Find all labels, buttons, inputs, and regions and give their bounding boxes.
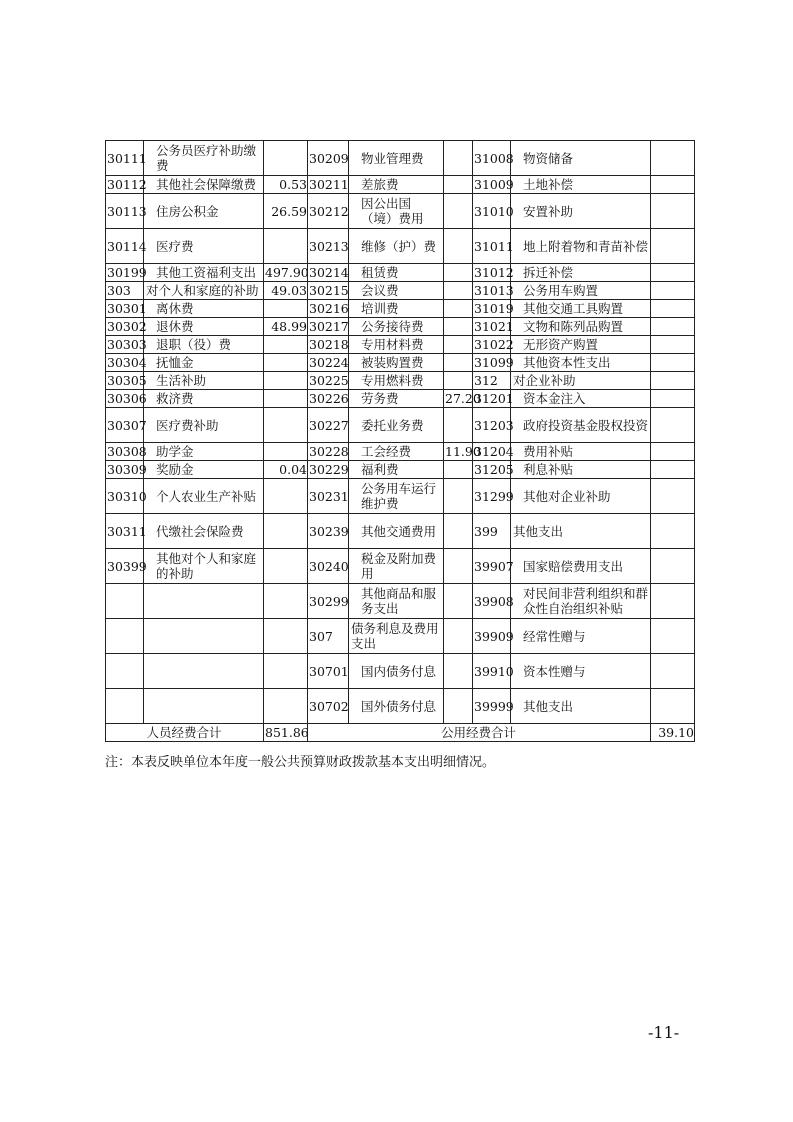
col3-name-cell: 无形资产购置 bbox=[511, 336, 651, 354]
col2-amount-cell bbox=[444, 584, 473, 619]
col1-code-cell: 30305 bbox=[107, 373, 147, 388]
col2-code-cell: 30217 bbox=[309, 319, 349, 334]
col1-name-cell: 其他工资福利支出 bbox=[144, 264, 264, 282]
expenditure-detail-table bbox=[105, 140, 695, 742]
col3-name-cell: 其他对企业补助 bbox=[511, 479, 651, 514]
col2-code-cell: 30211 bbox=[309, 177, 349, 192]
col3-code-cell: 31009 bbox=[474, 177, 514, 192]
col1-amount-cell bbox=[264, 584, 308, 619]
col2-name-cell: 公务用车运行维护费 bbox=[349, 479, 444, 514]
col3-amount-cell bbox=[651, 318, 695, 336]
table-row bbox=[106, 514, 695, 549]
col1-name-cell: 住房公积金 bbox=[144, 194, 264, 229]
col3-amount-cell bbox=[651, 354, 695, 372]
col1-code-cell: 30112 bbox=[107, 177, 147, 192]
col1-name-cell: 救济费 bbox=[144, 390, 264, 408]
col2-name-cell: 税金及附加费用 bbox=[349, 549, 444, 584]
col3-amount-cell bbox=[651, 689, 695, 724]
col3-code-cell: 31204 bbox=[474, 444, 514, 459]
col3-name-cell: 土地补偿 bbox=[511, 176, 651, 194]
col1-code-cell: 30309 bbox=[107, 462, 147, 477]
col3-name-cell: 资本金注入 bbox=[511, 390, 651, 408]
col2-code-cell: 30228 bbox=[309, 444, 349, 459]
col1-code-cell: 30113 bbox=[106, 194, 144, 229]
table-body bbox=[106, 141, 695, 724]
col3-amount-cell bbox=[651, 141, 695, 176]
col3-name-cell: 其他资本性支出 bbox=[511, 354, 651, 372]
col3-code-cell: 39999 bbox=[473, 689, 511, 724]
col3-amount-cell bbox=[651, 390, 695, 408]
col1-amount-cell: 0.04 bbox=[264, 461, 308, 479]
col3-code-cell: 39910 bbox=[473, 654, 511, 689]
col2-code-cell: 30215 bbox=[309, 283, 349, 298]
col2-name-cell: 委托业务费 bbox=[349, 408, 444, 443]
col3-name-cell: 对企业补助 bbox=[511, 372, 651, 390]
col2-amount-cell bbox=[444, 282, 473, 300]
table-row bbox=[106, 654, 695, 689]
col1-amount-cell: 49.03 bbox=[264, 282, 308, 300]
col2-code-cell: 30214 bbox=[309, 265, 349, 280]
col3-amount-cell bbox=[651, 176, 695, 194]
table-row bbox=[106, 619, 695, 654]
col1-amount-cell bbox=[264, 479, 308, 514]
col2-name-cell: 差旅费 bbox=[349, 176, 444, 194]
col3-name-cell: 其他支出 bbox=[511, 514, 651, 549]
col3-amount-cell bbox=[651, 194, 695, 229]
col1-name-cell: 其他社会保障缴费 bbox=[144, 176, 264, 194]
col1-code-cell: 30307 bbox=[106, 408, 144, 443]
col1-name-cell: 生活补助 bbox=[144, 372, 264, 390]
col2-name-cell: 租赁费 bbox=[349, 264, 444, 282]
col1-code-cell: 30111 bbox=[106, 141, 144, 176]
col1-name-cell: 抚恤金 bbox=[144, 354, 264, 372]
table-row bbox=[106, 336, 695, 354]
col1-code-cell: 30199 bbox=[107, 265, 147, 280]
col3-amount-cell bbox=[651, 336, 695, 354]
public-total-amount: 39.10 bbox=[651, 724, 695, 742]
col1-name-cell: 退休费 bbox=[144, 318, 264, 336]
col2-name-cell: 国内债务付息 bbox=[349, 654, 444, 689]
col2-code-cell: 30299 bbox=[308, 584, 349, 619]
col3-name-cell: 物资储备 bbox=[511, 141, 651, 176]
col2-code-cell: 30231 bbox=[308, 479, 349, 514]
col1-name-cell: 公务员医疗补助缴费 bbox=[144, 141, 264, 176]
col3-code-cell: 31205 bbox=[474, 462, 514, 477]
col2-name-cell: 福利费 bbox=[349, 461, 444, 479]
totals-row bbox=[106, 724, 695, 742]
col2-code-cell: 30212 bbox=[308, 194, 349, 229]
table-row bbox=[106, 300, 695, 318]
col2-name-cell: 专用材料费 bbox=[349, 336, 444, 354]
col1-amount-cell bbox=[264, 654, 308, 689]
col2-code-cell: 307 bbox=[308, 619, 349, 654]
col3-code-cell: 31203 bbox=[473, 408, 511, 443]
col1-code-cell: 30310 bbox=[106, 479, 144, 514]
col3-code-cell: 31022 bbox=[474, 337, 514, 352]
col2-amount-cell bbox=[444, 654, 473, 689]
col2-amount-cell bbox=[444, 549, 473, 584]
col3-amount-cell bbox=[651, 514, 695, 549]
col1-name-cell bbox=[144, 584, 264, 619]
col3-amount-cell bbox=[651, 372, 695, 390]
col2-name-cell: 物业管理费 bbox=[349, 141, 444, 176]
col1-amount-cell: 48.99 bbox=[264, 318, 308, 336]
col2-amount-cell bbox=[444, 176, 473, 194]
col1-amount-cell bbox=[264, 619, 308, 654]
col3-amount-cell bbox=[651, 408, 695, 443]
col3-amount-cell bbox=[651, 584, 695, 619]
col1-name-cell bbox=[144, 619, 264, 654]
col1-name-cell bbox=[144, 654, 264, 689]
col2-code-cell: 30240 bbox=[308, 549, 349, 584]
table-row bbox=[106, 194, 695, 229]
col1-amount-cell bbox=[264, 372, 308, 390]
col1-amount-cell bbox=[264, 443, 308, 461]
col3-amount-cell bbox=[651, 619, 695, 654]
col2-code-cell: 30239 bbox=[308, 514, 349, 549]
col2-code-cell: 30702 bbox=[308, 689, 349, 724]
personnel-total-label: 人员经费合计 bbox=[106, 724, 264, 742]
col3-amount-cell bbox=[651, 479, 695, 514]
col2-amount-cell bbox=[444, 689, 473, 724]
col1-name-cell: 退职（役）费 bbox=[144, 336, 264, 354]
col2-name-cell: 被装购置费 bbox=[349, 354, 444, 372]
col1-code-cell: 30301 bbox=[107, 301, 147, 316]
personnel-total-amount: 851.86 bbox=[265, 725, 309, 740]
col3-code-cell: 31021 bbox=[474, 319, 514, 334]
col3-code-cell: 312 bbox=[473, 372, 511, 390]
col2-amount-cell bbox=[444, 354, 473, 372]
col1-code-cell: 30114 bbox=[106, 229, 144, 264]
col1-name-cell bbox=[144, 689, 264, 724]
col3-code-cell: 31013 bbox=[474, 283, 514, 298]
col2-amount-cell: 11.90 bbox=[445, 444, 481, 459]
col3-code-cell: 31011 bbox=[473, 229, 511, 264]
table-row bbox=[106, 282, 695, 300]
col1-amount-cell bbox=[264, 300, 308, 318]
col1-name-cell: 对个人和家庭的补助 bbox=[144, 282, 264, 300]
col2-name-cell: 专用燃料费 bbox=[349, 372, 444, 390]
col1-amount-cell bbox=[264, 390, 308, 408]
col3-code-cell: 31099 bbox=[474, 355, 514, 370]
col3-code-cell: 31299 bbox=[473, 479, 511, 514]
col2-code-cell: 30227 bbox=[308, 408, 349, 443]
col2-amount-cell bbox=[444, 300, 473, 318]
col1-name-cell: 代缴社会保险费 bbox=[144, 514, 264, 549]
col2-code-cell: 30218 bbox=[309, 337, 349, 352]
table-row bbox=[106, 141, 695, 176]
col2-code-cell: 30224 bbox=[309, 355, 349, 370]
col3-code-cell: 39909 bbox=[473, 619, 511, 654]
table-row bbox=[106, 461, 695, 479]
table-row bbox=[106, 390, 695, 408]
col1-code-cell: 30308 bbox=[107, 444, 147, 459]
col3-name-cell: 国家赔偿费用支出 bbox=[511, 549, 651, 584]
col1-amount-cell bbox=[264, 354, 308, 372]
col1-code-cell: 30302 bbox=[107, 319, 147, 334]
col2-amount-cell bbox=[444, 408, 473, 443]
col3-code-cell: 31201 bbox=[474, 391, 514, 406]
col2-name-cell: 劳务费 bbox=[349, 390, 444, 408]
col3-amount-cell bbox=[651, 461, 695, 479]
table-row bbox=[106, 372, 695, 390]
col3-name-cell: 拆迁补偿 bbox=[511, 264, 651, 282]
col1-amount-cell bbox=[264, 689, 308, 724]
col2-name-cell: 其他商品和服务支出 bbox=[349, 584, 444, 619]
col1-name-cell: 其他对个人和家庭的补助 bbox=[144, 549, 264, 584]
col1-name-cell: 助学金 bbox=[144, 443, 264, 461]
col3-name-cell: 其他交通工具购置 bbox=[511, 300, 651, 318]
col3-name-cell: 安置补助 bbox=[511, 194, 651, 229]
col1-name-cell: 个人农业生产补贴 bbox=[144, 479, 264, 514]
col3-name-cell: 经常性赠与 bbox=[511, 619, 651, 654]
col2-amount-cell: 27.20 bbox=[445, 391, 481, 406]
col3-name-cell: 公务用车购置 bbox=[511, 282, 651, 300]
col3-code-cell: 31010 bbox=[473, 194, 511, 229]
col2-name-cell: 工会经费 bbox=[349, 443, 444, 461]
table-row bbox=[106, 549, 695, 584]
col3-amount-cell bbox=[651, 654, 695, 689]
table-row bbox=[106, 443, 695, 461]
table-row bbox=[106, 408, 695, 443]
col2-amount-cell bbox=[444, 461, 473, 479]
col1-name-cell: 医疗费 bbox=[144, 229, 264, 264]
col2-amount-cell bbox=[444, 514, 473, 549]
col2-amount-cell bbox=[444, 229, 473, 264]
col2-amount-cell bbox=[444, 372, 473, 390]
col3-amount-cell bbox=[651, 549, 695, 584]
page-number: -11- bbox=[648, 1023, 680, 1042]
table-row bbox=[106, 354, 695, 372]
col3-amount-cell bbox=[651, 443, 695, 461]
col2-name-cell: 债务利息及费用支出 bbox=[349, 619, 444, 654]
col3-code-cell: 31008 bbox=[473, 141, 511, 176]
col3-name-cell: 对民间非营利组织和群众性自治组织补贴 bbox=[511, 584, 651, 619]
col3-name-cell: 其他支出 bbox=[511, 689, 651, 724]
col3-name-cell: 地上附着物和青苗补偿 bbox=[511, 229, 651, 264]
col3-code-cell: 399 bbox=[473, 514, 511, 549]
col2-amount-cell bbox=[444, 479, 473, 514]
col2-name-cell: 公务接待费 bbox=[349, 318, 444, 336]
col2-amount-cell bbox=[444, 264, 473, 282]
col1-name-cell: 奖励金 bbox=[144, 461, 264, 479]
col1-code-cell bbox=[106, 584, 144, 619]
col1-amount-cell: 497.90 bbox=[265, 265, 309, 280]
col2-amount-cell bbox=[444, 336, 473, 354]
col2-code-cell: 30213 bbox=[308, 229, 349, 264]
table-note: 注：本表反映单位本年度一般公共预算财政拨款基本支出明细情况。 bbox=[105, 755, 496, 770]
col1-amount-cell bbox=[264, 514, 308, 549]
col1-code-cell bbox=[106, 654, 144, 689]
col3-amount-cell bbox=[651, 264, 695, 282]
col2-name-cell: 其他交通费用 bbox=[349, 514, 444, 549]
col3-amount-cell bbox=[651, 229, 695, 264]
col1-code-cell: 30306 bbox=[107, 391, 147, 406]
col1-code-cell: 30304 bbox=[107, 355, 147, 370]
col1-amount-cell bbox=[264, 549, 308, 584]
col3-name-cell: 资本性赠与 bbox=[511, 654, 651, 689]
col1-code-cell: 30311 bbox=[106, 514, 144, 549]
col2-name-cell: 会议费 bbox=[349, 282, 444, 300]
col2-code-cell: 30225 bbox=[309, 373, 349, 388]
table-row bbox=[106, 689, 695, 724]
col2-amount-cell bbox=[444, 619, 473, 654]
col1-code-cell bbox=[106, 619, 144, 654]
col1-amount-cell: 0.53 bbox=[264, 176, 308, 194]
col1-name-cell: 离休费 bbox=[144, 300, 264, 318]
col3-amount-cell bbox=[651, 300, 695, 318]
col1-code-cell: 30399 bbox=[106, 549, 144, 584]
col1-amount-cell: 26.59 bbox=[264, 194, 308, 229]
col2-amount-cell bbox=[444, 194, 473, 229]
col3-code-cell: 39907 bbox=[473, 549, 511, 584]
col2-name-cell: 因公出国（境）费用 bbox=[349, 194, 444, 229]
col1-amount-cell bbox=[264, 336, 308, 354]
col2-name-cell: 维修（护）费 bbox=[349, 229, 444, 264]
col1-amount-cell bbox=[264, 141, 308, 176]
col2-name-cell: 培训费 bbox=[349, 300, 444, 318]
table-row bbox=[106, 318, 695, 336]
col3-name-cell: 费用补贴 bbox=[511, 443, 651, 461]
col3-code-cell: 31012 bbox=[474, 265, 514, 280]
col1-amount-cell bbox=[264, 408, 308, 443]
col3-amount-cell bbox=[651, 282, 695, 300]
table-row bbox=[106, 229, 695, 264]
col1-code-cell: 303 bbox=[106, 282, 144, 300]
col3-name-cell: 文物和陈列品购置 bbox=[511, 318, 651, 336]
col1-code-cell bbox=[106, 689, 144, 724]
col1-name-cell: 医疗费补助 bbox=[144, 408, 264, 443]
col2-code-cell: 30701 bbox=[308, 654, 349, 689]
col2-code-cell: 30226 bbox=[309, 391, 349, 406]
col3-name-cell: 政府投资基金股权投资 bbox=[511, 408, 651, 443]
col3-code-cell: 39908 bbox=[473, 584, 511, 619]
col2-code-cell: 30229 bbox=[309, 462, 349, 477]
col1-amount-cell bbox=[264, 229, 308, 264]
col3-name-cell: 利息补贴 bbox=[511, 461, 651, 479]
table-row bbox=[106, 176, 695, 194]
public-total-label: 公用经费合计 bbox=[308, 724, 651, 742]
col1-code-cell: 30303 bbox=[107, 337, 147, 352]
col3-code-cell: 31019 bbox=[474, 301, 514, 316]
table-row bbox=[106, 479, 695, 514]
col2-amount-cell bbox=[444, 141, 473, 176]
table-row bbox=[106, 264, 695, 282]
col2-code-cell: 30209 bbox=[308, 141, 349, 176]
col2-amount-cell bbox=[444, 318, 473, 336]
table-row bbox=[106, 584, 695, 619]
col2-code-cell: 30216 bbox=[309, 301, 349, 316]
col2-name-cell: 国外债务付息 bbox=[349, 689, 444, 724]
